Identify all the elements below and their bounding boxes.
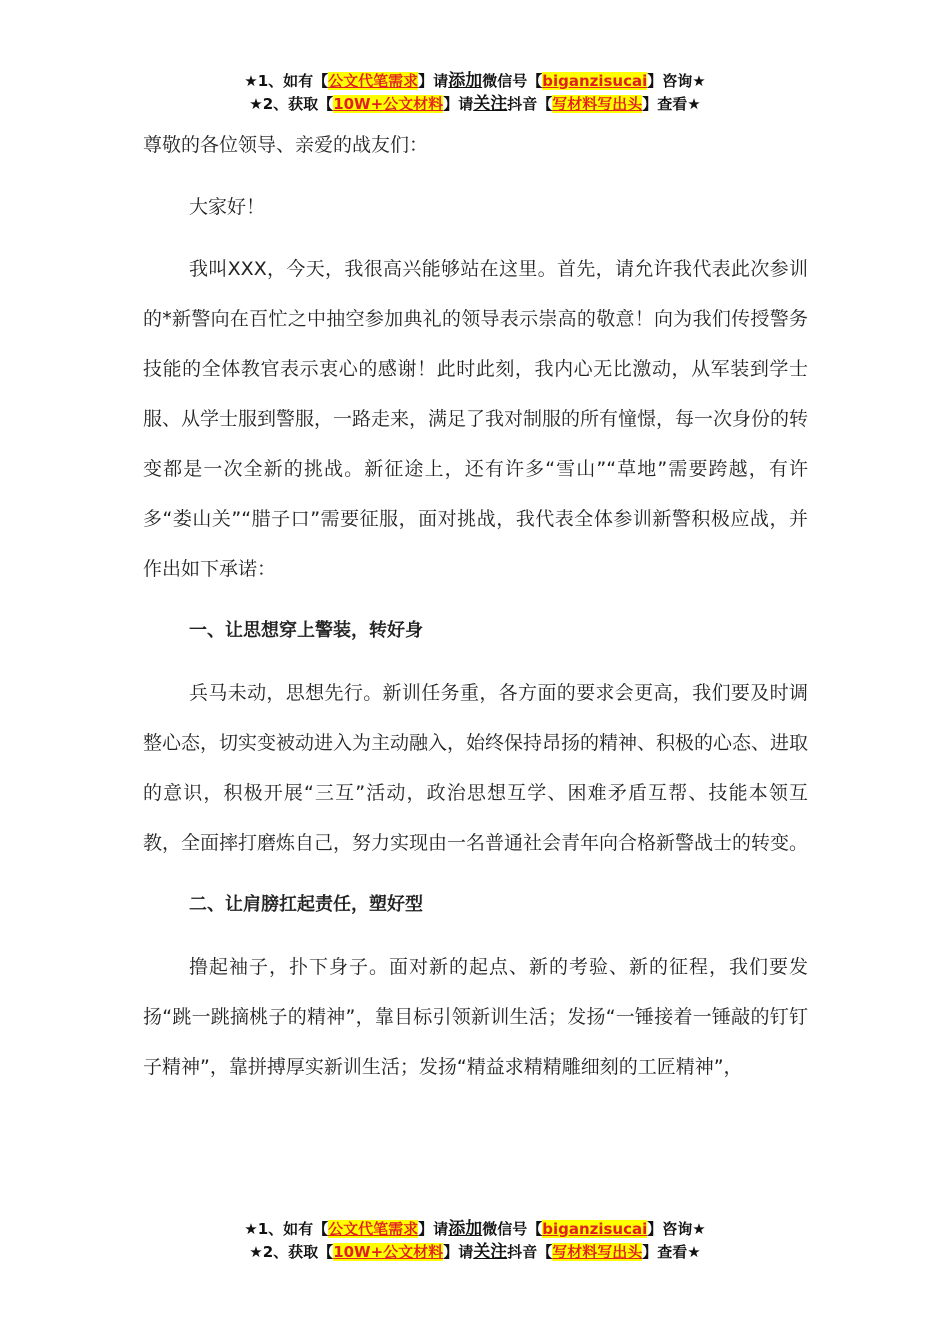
highlight-text: 10W+公文材料 bbox=[333, 1243, 444, 1261]
banner-text: 】咨询★ bbox=[647, 1220, 706, 1238]
highlight-text: 公文代笔需求 bbox=[328, 1220, 419, 1238]
wechat-id: biganzisucai bbox=[542, 1220, 648, 1238]
intro-paragraph: 我叫XXX，今天，我很高兴能够站在这里。首先，请允许我代表此次参训的*新警向在百忙之中抽空参加典礼的领导表示崇高的敬意！向为我们传授警务技能的全体教官表示衷心的感谢！此时此刻，我内心无比激动，从军装到学士服、从学士服到警服，一路走来，满足了我对制服的所有憧憬，每一次身份的转变都是一次全新的挑战。新征途上，还有许多“雪山”“草地”需要跨越，有许多“娄山关”“腊子口”需要征服，面对挑战，我代表全体参训新警积极应战，并作出如下承诺： bbox=[143, 258, 809, 580]
banner-text: ★1、如有【 bbox=[244, 72, 329, 90]
banner-text: ★2、获取【 bbox=[249, 95, 334, 113]
banner-text: 微信号【 bbox=[482, 72, 543, 90]
banner-line-1 bbox=[0, 1218, 950, 1241]
banner-text: 抖音【 bbox=[507, 95, 553, 113]
underline-text: 添加 bbox=[448, 1219, 483, 1239]
highlight-text: 10W+公文材料 bbox=[333, 95, 444, 113]
banner-text: 】请 bbox=[418, 1220, 449, 1238]
underline-text: 添加 bbox=[448, 71, 483, 91]
banner-text: ★1、如有【 bbox=[244, 1220, 329, 1238]
underline-text: 关注 bbox=[473, 1242, 508, 1262]
banner-line-2 bbox=[0, 1241, 950, 1264]
banner-text: 】查看★ bbox=[642, 95, 701, 113]
douyin-account: 写材料写出头 bbox=[552, 95, 643, 113]
douyin-account: 写材料写出头 bbox=[552, 1243, 643, 1261]
highlight-text: 公文代笔需求 bbox=[328, 72, 419, 90]
salutation: 尊敬的各位领导、亲爱的战友们： bbox=[143, 134, 429, 156]
section-paragraph-1: 兵马未动，思想先行。新训任务重，各方面的要求会更高，我们要及时调整心态，切实变被动进入为主动融入，始终保持昂扬的精神、积极的心态、进取的意识，积极开展“三互”活动，政治思想互学、困难矛盾互帮、技能本领互教，全面摔打磨炼自己，努力实现由一名普通社会青年向合格新警战士的转变。 bbox=[143, 682, 809, 854]
section-paragraph-2: 撸起袖子，扑下身子。面对新的起点、新的考验、新的征程，我们要发扬“跳一跳摘桃子的精神”，靠目标引领新训生活；发扬“一锤接着一锤敲的钉钉子精神”，靠拼搏厚实新训生活；发扬“精益求精精雕细刻的工匠精神”， bbox=[143, 956, 808, 1078]
banner-line-1 bbox=[0, 70, 950, 93]
banner-text: 】查看★ bbox=[642, 1243, 701, 1261]
document-body bbox=[143, 120, 808, 1104]
banner-text: ★2、获取【 bbox=[249, 1243, 334, 1261]
banner-text: 】请 bbox=[443, 1243, 474, 1261]
footer-banner bbox=[0, 1218, 950, 1264]
banner-text: 】咨询★ bbox=[647, 72, 706, 90]
section-heading-2: 二、让肩膀扛起责任，塑好型 bbox=[189, 894, 423, 915]
banner-text: 微信号【 bbox=[482, 1220, 543, 1238]
banner-text: 抖音【 bbox=[507, 1243, 553, 1261]
underline-text: 关注 bbox=[473, 94, 508, 114]
section-heading-1: 一、让思想穿上警装，转好身 bbox=[189, 620, 423, 641]
banner-line-2 bbox=[0, 93, 950, 116]
greeting: 大家好！ bbox=[189, 196, 266, 218]
banner-text: 】请 bbox=[418, 72, 449, 90]
wechat-id: biganzisucai bbox=[542, 72, 648, 90]
header-banner bbox=[0, 70, 950, 116]
banner-text: 】请 bbox=[443, 95, 474, 113]
